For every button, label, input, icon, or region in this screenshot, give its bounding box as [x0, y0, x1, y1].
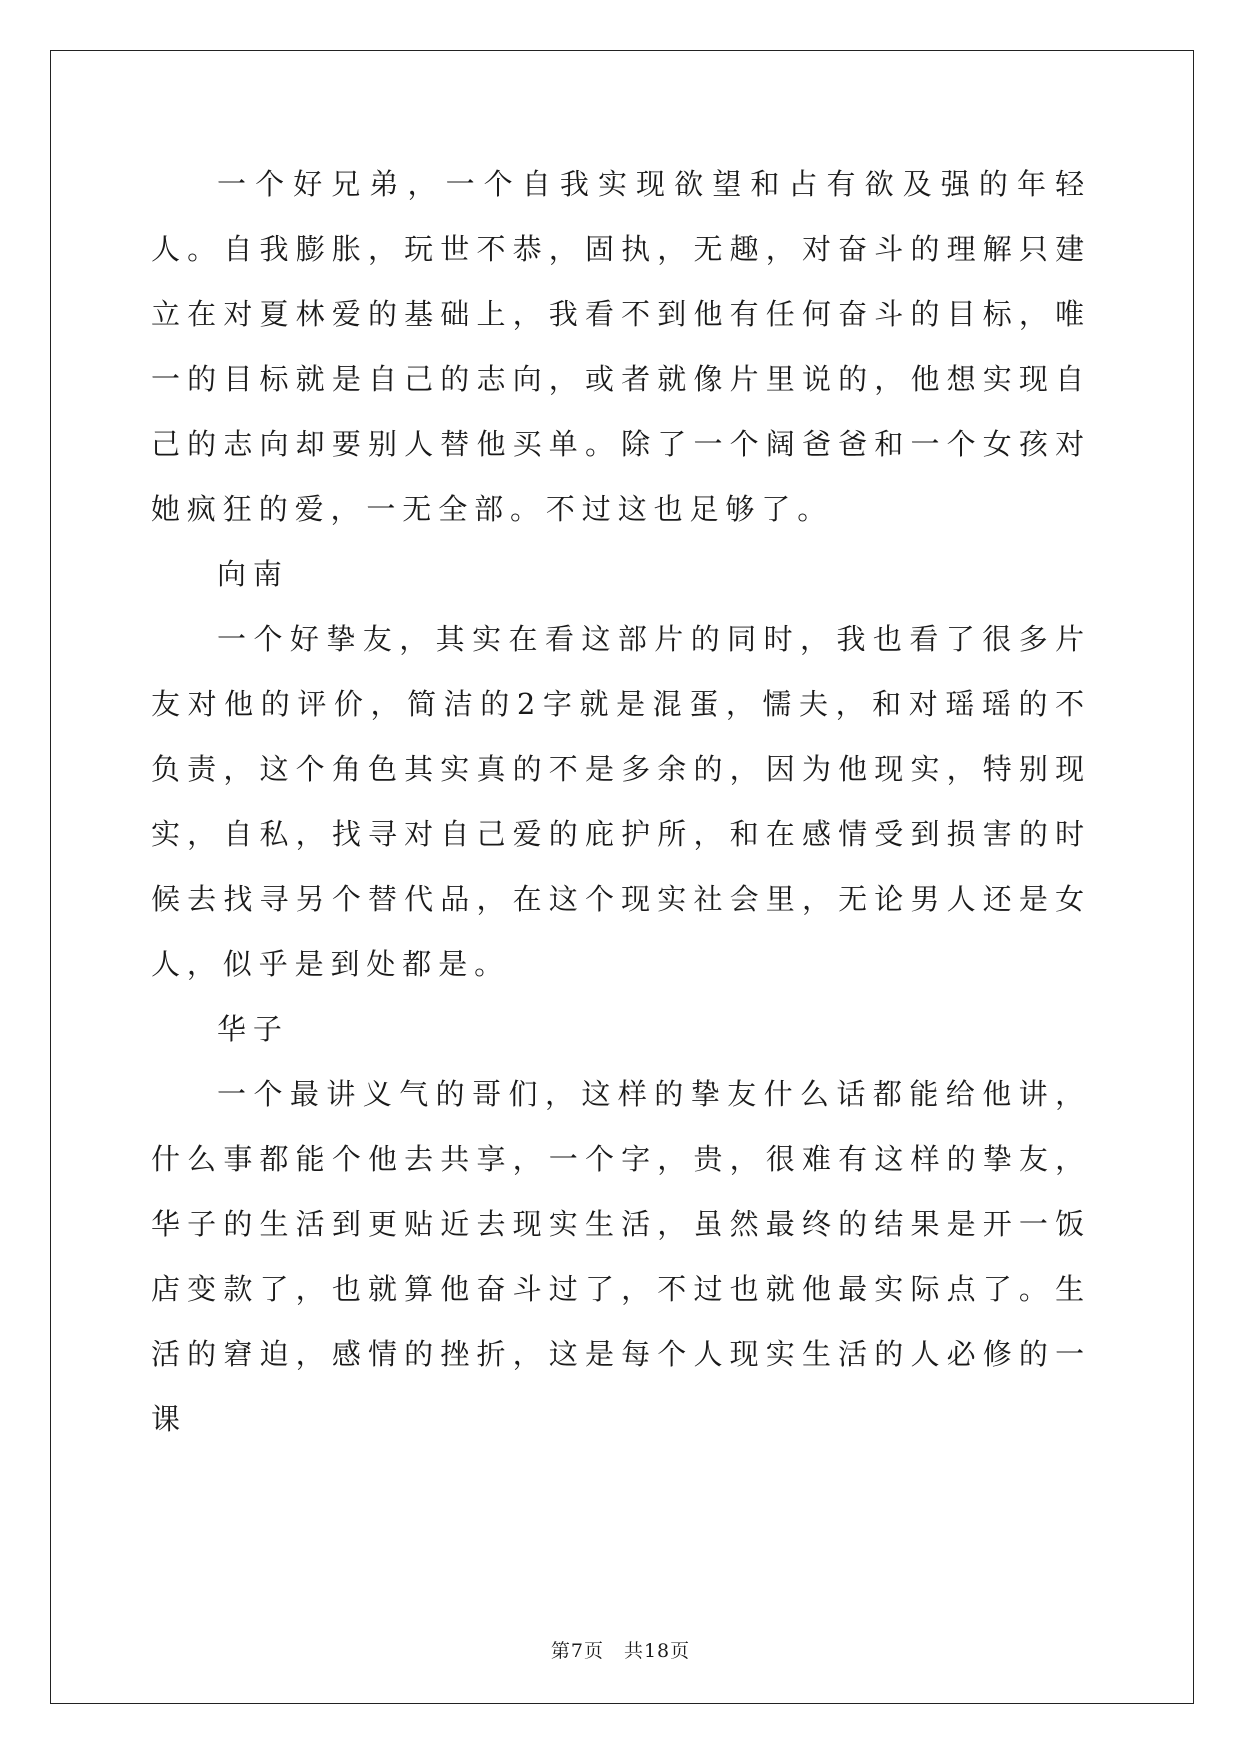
- page-number-footer: 第7页 共18页: [550, 1640, 691, 1662]
- document-body: [151, 152, 1091, 1452]
- paragraph-xiangnan: 一个好挚友，其实在看这部片的同时，我也看了很多片友对他的评价，简洁的2字就是混蛋，懦夫，和对瑶瑶的不负责，这个角色其实真的不是多余的，因为他现实，特别现实，自私，找寻对自己爱的庇护所，和在感情受到损害的时候去找寻另个替代品，在这个现实社会里，无论男人还是女人，似乎是到处都是。: [151, 622, 1091, 981]
- paragraph-huazi: 一个最讲义气的哥们，这样的挚友什么话都能给他讲，什么事都能个他去共享，一个字，贵，很难有这样的挚友，华子的生活到更贴近去现实生活，虽然最终的结果是开一饭店变款了，也就算他奋斗过了，不过也就他最实际点了。生活的窘迫，感情的挫折，这是每个人现实生活的人必修的一课: [151, 1077, 1091, 1436]
- paragraph-intro: 一个好兄弟，一个自我实现欲望和占有欲及强的年轻人。自我膨胀，玩世不恭，固执，无趣，对奋斗的理解只建立在对夏林爱的基础上，我看不到他有任何奋斗的目标，唯一的目标就是自己的志向，或者就像片里说的，他想实现自己的志向却要别人替他买单。除了一个阔爸爸和一个女孩对她疯狂的爱，一无全部。不过这也足够了。: [151, 167, 1091, 526]
- section-heading-huazi: 华子: [217, 1012, 289, 1046]
- section-heading-xiangnan: 向南: [217, 557, 289, 591]
